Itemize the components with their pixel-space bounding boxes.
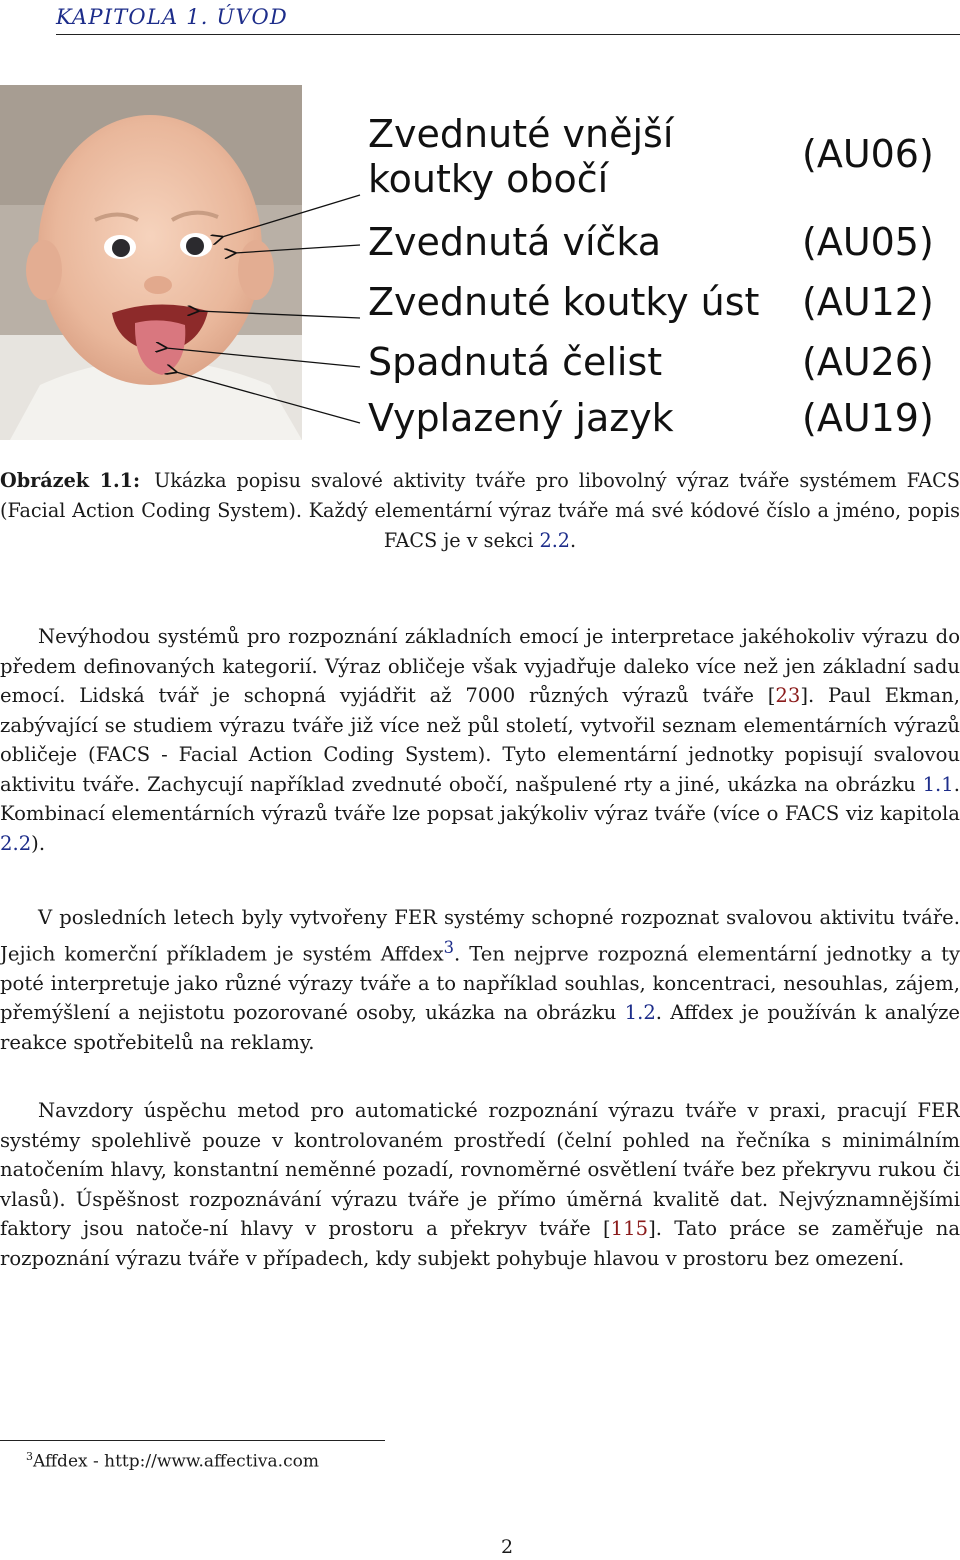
p2-text-a: V posledních letech byly vytvořeny FER systémy schopné rozpoznat svalovou aktivitu tváře. Jejich komerční příkladem je systém Affdex [0, 906, 960, 966]
figure-ref-1-1[interactable]: 1.1 [922, 772, 954, 796]
paragraph-1 [0, 622, 960, 858]
paragraph-2 [0, 903, 960, 1057]
p1-text-d: ). [31, 831, 46, 855]
p1-text-a: Nevýhodou systémů pro rozpoznání základních emocí je interpretace jakéhokoliv výrazu do předem definovaných kategorií. Výraz obličeje však vyjadřuje daleko více než jen základní sadu emocí. Lidská tvář je schopná vyjádřit až 7000 různých výrazů tváře [ [0, 625, 960, 707]
citation-115[interactable]: 115 [610, 1217, 649, 1240]
p1-text-c: . Kombinací elementárních výrazů tváře lze popsat jakýkoliv výraz tváře (více o FACS viz kapitola [0, 772, 960, 825]
label-au26: Spadnutá čelist [368, 340, 663, 384]
label-au19: Vyplazený jazyk [368, 396, 674, 440]
code-au05: (AU05) [802, 220, 934, 264]
footnote-rule [0, 1440, 385, 1441]
footnote [26, 1444, 319, 1475]
p2-text-c: . Affdex je používán k analýze reakce spotřebitelů na reklamy. [0, 1001, 960, 1054]
p3-text-b: ]. Tato práce se zaměřuje na rozpoznání výrazu tváře v případech, kdy subjekt pohybuje hlavou v prostoru bez omezení. [0, 1217, 960, 1270]
p2-text-b: . Ten nejprve rozpozná elementární jednotky a ty poté interpretuje jako různé výrazy tváře a to například souhlas, koncentraci, nesouhlas, zájem, přemýšlení a nejistotu pozorované osoby, ukázka na obrázku [0, 942, 960, 1025]
code-au19: (AU19) [802, 396, 934, 440]
facs-figure-graphic [0, 85, 960, 445]
caption-section-ref[interactable]: 2.2 [539, 529, 570, 552]
p1-text-b: ]. Paul Ekman, zabývající se studiem výrazu tváře již více než půl století, vytvořil seznam elementárních výrazů obličeje (FACS - Facial Action Coding System). Tyto elementární jednotky popisují svalovou aktivitu tváře. Zachycují například zvednuté obočí, našpulené rty a jiné, ukázka na obrázku [0, 684, 960, 796]
page-number: 2 [500, 1536, 514, 1558]
caption-label: Obrázek 1.1: [0, 469, 141, 492]
footnote-number: 3 [26, 1450, 33, 1463]
footnote-url-link[interactable]: http://www.affectiva.com [104, 1451, 319, 1472]
code-au06: (AU06) [802, 132, 934, 176]
code-au26: (AU26) [802, 340, 934, 384]
caption-text: Ukázka popisu svalové aktivity tváře pro libovolný výraz tváře systémem FACS (Facial Action Coding System). Každý elementární výraz tváře má své kódové číslo a jméno, popis FACS je v sekci [0, 469, 960, 552]
label-au05: Zvednutá víčka [368, 220, 662, 264]
p3-text-a: Navzdory úspěchu metod pro automatické rozpoznání výrazu tváře v praxi, pracují FER systémy spolehlivě pouze v kontrolovaném prostředí (čelní pohled na řečníka s minimálním natočením hlavy, konstantní neměnné pozadí, rovnoměrné osvětlení tváře bez překryvu rukou či vlasů). Úspěšnost rozpoznávání výrazu tváře je přímo úměrná kvalitě dat. Nejvýznamnějšími faktory jsou natoče-ní hlavy v prostoru a překryv tváře [ [0, 1099, 960, 1240]
running-header: KAPITOLA 1. ÚVOD [56, 4, 960, 35]
caption-end: . [570, 529, 577, 552]
paragraph-3 [0, 1096, 960, 1273]
footnote-text: Affdex - [33, 1451, 105, 1472]
label-au06-line1: Zvednuté vnější [368, 112, 674, 156]
figure-caption [0, 466, 960, 556]
label-au06-line2: koutky obočí [368, 157, 609, 201]
code-au12: (AU12) [802, 280, 934, 324]
facs-figure [0, 85, 960, 445]
figure-ref-1-2[interactable]: 1.2 [624, 1001, 656, 1025]
label-au12: Zvednuté koutky úst [368, 280, 760, 324]
footnote-mark-3[interactable]: 3 [443, 937, 455, 957]
citation-23[interactable]: 23 [775, 684, 801, 707]
chapter-ref-2-2[interactable]: 2.2 [0, 831, 32, 855]
